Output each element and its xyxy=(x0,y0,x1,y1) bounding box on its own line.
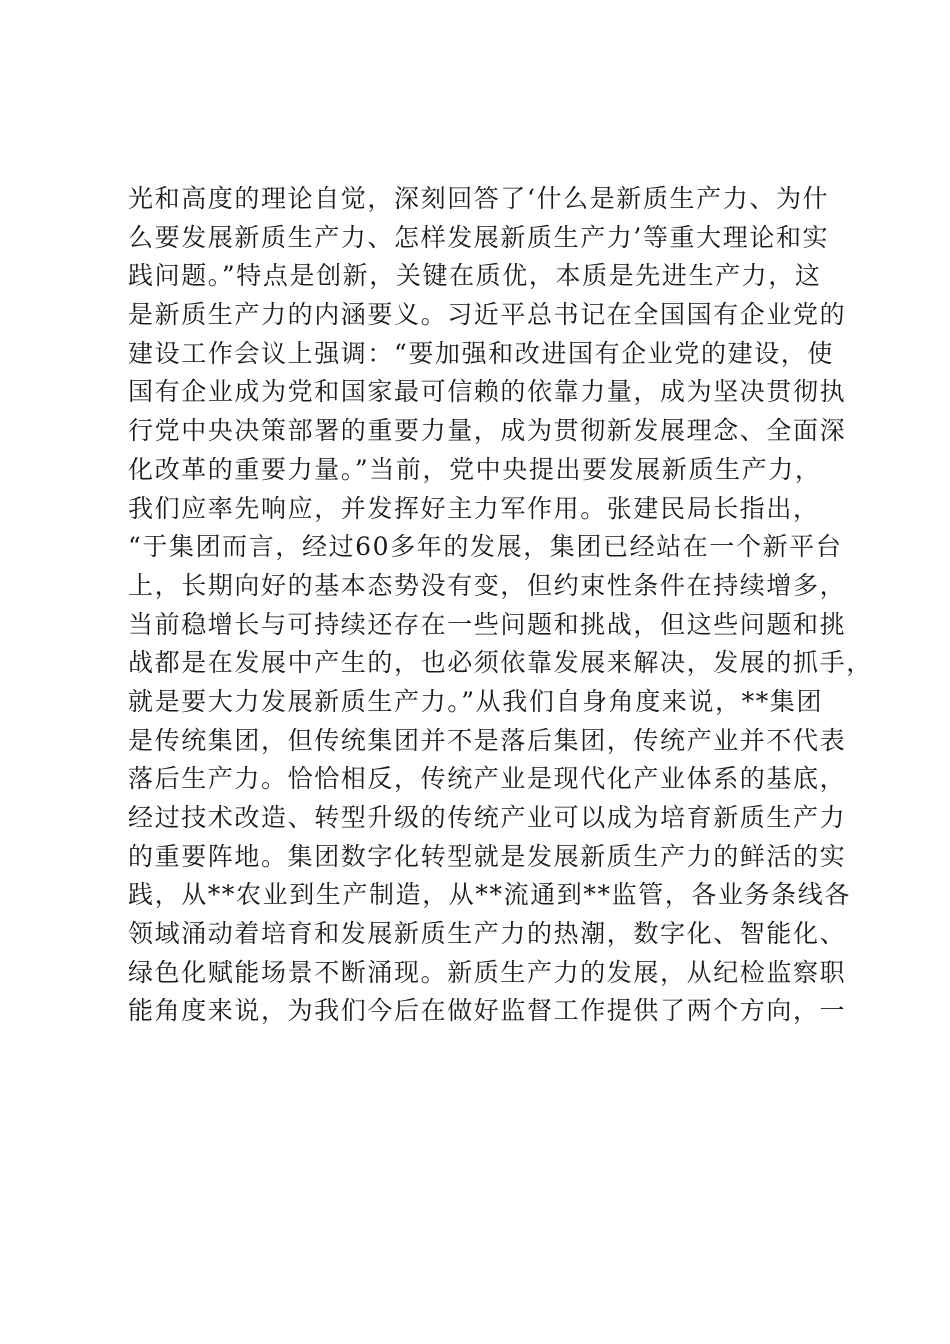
text-line: 上，长期向好的基本态势没有变，但约束性条件在持续增多， xyxy=(128,570,847,600)
body-text xyxy=(128,180,873,1031)
text-line: 领域涌动着培育和发展新质生产力的热潮，数字化、智能化、 xyxy=(128,919,847,949)
text-line: 国有企业成为党和国家最可信赖的依靠力量，成为坚决贯彻执 xyxy=(128,377,847,407)
text-line: 的重要阵地。集团数字化转型就是发展新质生产力的鲜活的实 xyxy=(128,841,847,871)
text-line: 当前稳增长与可持续还存在一些问题和挑战，但这些问题和挑 xyxy=(128,609,847,639)
text-line: 是新质生产力的内涵要义。习近平总书记在全国国有企业党的 xyxy=(128,300,847,330)
text-line: 战都是在发展中产生的，也必须依靠发展来解决，发展的抓手， xyxy=(128,648,873,678)
text-line: 建设工作会议上强调：“要加强和改进国有企业党的建设，使 xyxy=(128,338,834,368)
text-line: 就是要大力发展新质生产力。”从我们自身角度来说，**集团 xyxy=(128,686,824,716)
text-line: 践问题。”特点是创新，关键在质优，本质是先进生产力，这 xyxy=(128,261,822,291)
text-line: 化改革的重要力量。”当前，党中央提出要发展新质生产力， xyxy=(128,454,822,484)
text-line: 能角度来说，为我们今后在做好监督工作提供了两个方向，一 xyxy=(128,996,847,1026)
text-line: 绿色化赋能场景不断涌现。新质生产力的发展，从纪检监察职 xyxy=(128,957,847,987)
text-line: 践，从**农业到生产制造，从**流通到**监管，各业务条线各 xyxy=(128,880,852,910)
text-line: 么要发展新质生产力、怎样发展新质生产力’等重大理论和实 xyxy=(128,222,830,252)
text-line: 落后生产力。恰恰相反，传统产业是现代化产业体系的基底， xyxy=(128,764,847,794)
text-line: 行党中央决策部署的重要力量，成为贯彻新发展理念、全面深 xyxy=(128,416,847,446)
text-line: 我们应率先响应，并发挥好主力军作用。张建民局长指出， xyxy=(128,493,820,523)
text-line: 是传统集团，但传统集团并不是落后集团，传统产业并不代表 xyxy=(128,725,847,755)
text-line: 光和高度的理论自觉，深刻回答了‘什么是新质生产力、为什 xyxy=(128,184,830,213)
text-line: 经过技术改造、转型升级的传统产业可以成为培育新质生产力 xyxy=(128,803,847,832)
text-line: “于集团而言，经过60多年的发展，集团已经站在一个新平台 xyxy=(128,532,843,562)
